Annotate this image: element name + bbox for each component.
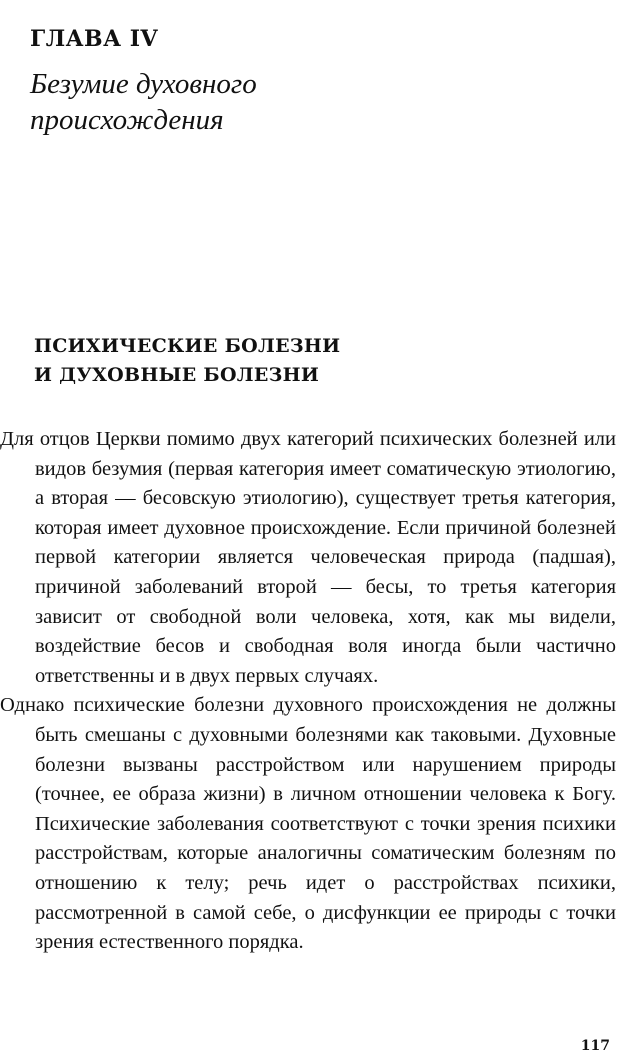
section-heading-line-2: И ДУХОВНЫЕ БОЛЕЗНИ	[34, 364, 320, 386]
paragraph: Однако психические болезни духовного происхождения не должны быть смешаны с духовными болезнями как таковыми. Духовные болезни вызваны расстройством или нарушением природы (точнее, ее образа жизни) в личном отношении человека к Богу. Психические заболевания соответствуют с точки зрения психики расстройствам, которые аналогичны соматическим болезням по отношению к телу; речь идет о расстройствах психики, рассмотренной в самой себе, о дисфункции ее природы с точки зрения естественного порядка.	[0, 694, 616, 954]
chapter-title: Безумие духовного происхождения	[30, 68, 257, 136]
body-text	[0, 425, 616, 958]
page-number: 117	[580, 1038, 610, 1054]
section-heading-line-1: ПСИХИЧЕСКИЕ БОЛЕЗНИ	[34, 335, 341, 357]
paragraph: Для отцов Церкви помимо двух категорий психических болезней или видов безумия (первая категория имеет соматическую этиологию, а вторая — бесовскую этиологию), существует третья категория, которая имеет духовное происхождение. Если причиной болезней первой категории является человеческая природа (падшая), причиной заболеваний второй — бесы, то третья категория зависит от свободной воли человека, хотя, как мы видели, воздействие бесов и свободная воля иногда были частично ответственны и в двух первых случаях.	[0, 428, 616, 687]
section-heading	[34, 332, 454, 390]
chapter-label: ГЛАВА IV	[30, 26, 159, 52]
